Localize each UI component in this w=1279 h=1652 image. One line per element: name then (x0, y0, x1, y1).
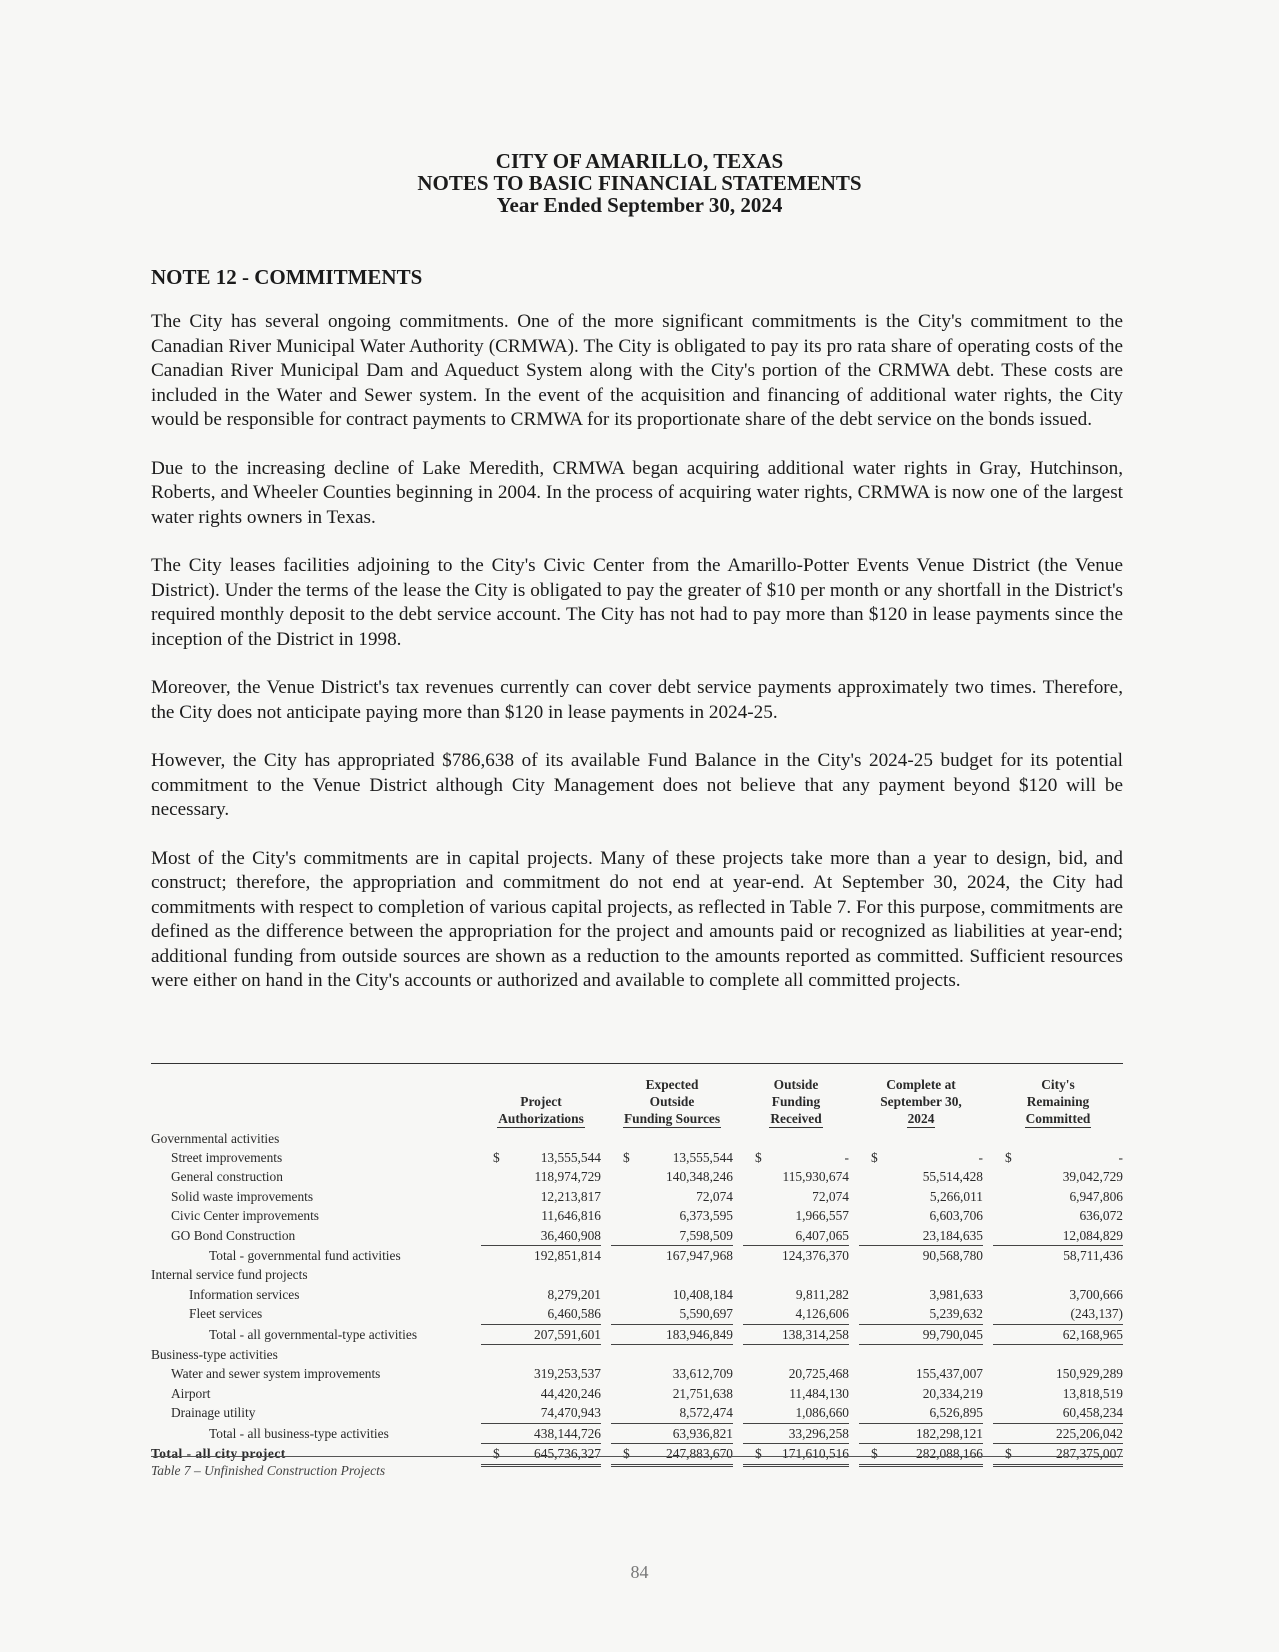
amount: 6,603,706 (929, 1208, 983, 1224)
cell-value (859, 1226, 983, 1246)
amount: 13,555,544 (672, 1150, 733, 1166)
amount: 74,470,943 (540, 1405, 601, 1421)
cell-value (481, 1444, 601, 1465)
paragraph: Due to the increasing decline of Lake Meredith, CRMWA began acquiring additional water rights in Gray, Hutchinson, Roberts, and Wheeler Counties beginning in 2004. In the process of acquiring water rights, CRMWA is now one of the largest water rights owners in Texas. (151, 457, 1123, 528)
cell-value (743, 1187, 849, 1206)
cell-value (993, 1226, 1123, 1246)
table-row (151, 1168, 1123, 1187)
amount: 5,266,011 (929, 1188, 983, 1204)
amount: 150,929,289 (1056, 1366, 1123, 1382)
amount: 90,568,780 (922, 1248, 983, 1264)
amount: 6,460,586 (547, 1306, 601, 1322)
currency-symbol: $ (1005, 1150, 1012, 1166)
paragraph: The City has several ongoing commitments. One of the more significant commitments is the City's commitment to the Canadian River Municipal Water Authority (CRMWA). The City is obligated to pay its pro rata share of operating costs of the Canadian River Municipal Dam and Aqueduct System along with the City's portion of the CRMWA debt. These costs are included in the Water and Sewer system. In the event of the acquisition and financing of additional water rights, the City would be responsible for contract payments to CRMWA for its proportionate share of the debt service on the bonds issued. (151, 311, 1123, 430)
header-city: CITY OF AMARILLO, TEXAS (495, 149, 784, 173)
section-label: Business-type activities (151, 1346, 278, 1362)
paragraph: The City leases facilities adjoining to the City's Civic Center from the Amarillo-Potter Events Venue District (the Venue District). Under the terms of the lease the City is obligated to pay the greater of $10 per month or any shortfall in the District's required monthly deposit to the debt service account. The City has not had to pay more than $120 in lease payments since the inception of the District in 1998. (151, 555, 1123, 650)
amount: 20,725,468 (788, 1366, 849, 1382)
page-number: 84 (630, 1562, 649, 1582)
amount: 21,751,638 (672, 1385, 733, 1401)
amount: 99,790,045 (922, 1326, 983, 1342)
cell-value (611, 1187, 733, 1206)
cell-value (481, 1246, 601, 1266)
row-label: Total - all business-type activities (209, 1425, 389, 1441)
amount: 140,348,246 (666, 1169, 733, 1185)
currency-symbol: $ (623, 1150, 630, 1166)
amount: 20,334,219 (922, 1385, 983, 1401)
amount: 62,168,965 (1062, 1326, 1123, 1342)
table-row (151, 1148, 1123, 1167)
amount: 7,598,509 (679, 1227, 733, 1243)
cell-value (993, 1187, 1123, 1206)
amount: 13,555,544 (540, 1150, 601, 1166)
cell-value (743, 1285, 849, 1304)
table-row (151, 1226, 1123, 1246)
cell-value (611, 1207, 733, 1226)
cell-value (859, 1384, 983, 1403)
amount: 11,484,130 (789, 1385, 849, 1401)
note-title: NOTE 12 - COMMITMENTS (151, 265, 423, 289)
cell-value (611, 1365, 733, 1384)
amount: - (844, 1150, 849, 1166)
paragraph: However, the City has appropriated $786,638 of its available Fund Balance in the City's 2024-25 budget for its potential commitment to the Venue District although City Management does not believe that any payment beyond $120 will be necessary. (151, 750, 1123, 820)
cell-value (611, 1226, 733, 1246)
cell-value (993, 1207, 1123, 1226)
table-row (151, 1384, 1123, 1403)
cell-value (611, 1148, 733, 1167)
cell-value (743, 1384, 849, 1403)
currency-symbol: $ (1005, 1445, 1012, 1461)
row-label: Drainage utility (171, 1405, 256, 1421)
cell-value (611, 1444, 733, 1465)
cell-value (859, 1365, 983, 1384)
capital-projects-table (151, 1064, 1123, 1467)
cell-value (481, 1403, 601, 1423)
amount: 44,420,246 (540, 1385, 601, 1401)
col-header-expected-outside-funding: Expected Outside Funding Sources (623, 1077, 721, 1126)
cell-value (993, 1168, 1123, 1187)
table-body (151, 1129, 1123, 1465)
col-header-city-remaining-committed: City's Remaining Committed (1025, 1077, 1091, 1126)
section-label: Governmental activities (151, 1130, 280, 1146)
cell-value (859, 1324, 983, 1344)
cell-value (611, 1246, 733, 1266)
table-caption: Table 7 – Unfinished Construction Projects (151, 1463, 386, 1478)
cell-value (993, 1384, 1123, 1403)
row-label: Airport (171, 1385, 211, 1401)
amount: 182,298,121 (916, 1425, 983, 1441)
amount: 33,612,709 (672, 1366, 733, 1382)
document-header (0, 150, 1279, 216)
amount: 12,084,829 (1062, 1227, 1123, 1243)
table-row (151, 1365, 1123, 1384)
cell-value (859, 1168, 983, 1187)
cell-value (743, 1365, 849, 1384)
amount: 72,074 (812, 1188, 849, 1204)
cell-value (993, 1246, 1123, 1266)
cell-value (743, 1403, 849, 1423)
amount: 247,883,670 (666, 1445, 733, 1461)
amount: 171,610,516 (782, 1445, 849, 1461)
section-governmental (151, 1129, 1123, 1148)
cell-value (859, 1444, 983, 1465)
cell-value (993, 1148, 1123, 1167)
amount: 636,072 (1079, 1208, 1123, 1224)
cell-value (859, 1403, 983, 1423)
row-label: Water and sewer system improvements (171, 1366, 381, 1382)
paragraph: Moreover, the Venue District's tax revenues currently can cover debt service payments approximately two times. Therefore, the City does not anticipate paying more than $120 in lease payments in 2024-25. (151, 677, 1123, 723)
total-row-governmental-type (151, 1324, 1123, 1344)
amount: 8,279,201 (547, 1286, 601, 1302)
row-label: Civic Center improvements (171, 1208, 320, 1224)
cell-value (859, 1148, 983, 1167)
cell-value (993, 1285, 1123, 1304)
paragraph: Most of the City's commitments are in capital projects. Many of these projects take more than a year to design, bid, and construct; therefore, the appropriation and commitment do not end at year-end. At September 30, 2024, the City had commitments with respect to completion of various capital projects, as reflected in Table 7. For this purpose, commitments are defined as the difference between the appropriation for the project and amounts paid or recognized as liabilities at year-end; additional funding from outside sources are shown as a reduction to the amounts reported as committed. Sufficient resources were either on hand in the City's accounts or authorized and available to complete all committed projects. (151, 847, 1123, 991)
cell-value (743, 1444, 849, 1465)
cell-value (481, 1365, 601, 1384)
cell-value (481, 1285, 601, 1304)
note-body (151, 310, 1123, 1018)
section-business-type (151, 1345, 1123, 1365)
amount: 1,086,660 (795, 1405, 849, 1421)
table-row (151, 1305, 1123, 1325)
cell-value (481, 1305, 601, 1325)
cell-value (859, 1207, 983, 1226)
commitments-table (151, 1063, 1123, 1467)
cell-value (993, 1423, 1123, 1443)
cell-value (993, 1365, 1123, 1384)
amount: 118,974,729 (534, 1169, 601, 1185)
amount: 155,437,007 (916, 1366, 983, 1382)
amount: 115,930,674 (782, 1169, 849, 1185)
amount: 72,074 (696, 1188, 733, 1204)
amount: 5,239,632 (929, 1306, 983, 1322)
row-label: Total - all city project (151, 1446, 286, 1462)
amount: 1,966,557 (795, 1208, 849, 1224)
row-label: Street improvements (171, 1150, 283, 1166)
section-internal-service (151, 1266, 1123, 1285)
amount: 6,526,895 (929, 1405, 983, 1421)
amount: 207,591,601 (534, 1326, 601, 1342)
cell-value (481, 1384, 601, 1403)
amount: 282,088,166 (916, 1445, 983, 1461)
cell-value (611, 1305, 733, 1325)
grand-total-row (151, 1444, 1123, 1465)
row-label: General construction (171, 1169, 283, 1185)
cell-value (859, 1187, 983, 1206)
amount: 6,407,065 (795, 1227, 849, 1243)
cell-value (481, 1168, 601, 1187)
amount: 11,646,816 (541, 1208, 601, 1224)
cell-value (611, 1168, 733, 1187)
col-header-outside-funding-received: Outside Funding Received (770, 1077, 822, 1126)
cell-value (993, 1305, 1123, 1325)
table-bottom-rule (151, 1456, 1123, 1457)
amount: 3,981,633 (929, 1286, 983, 1302)
table-row (151, 1403, 1123, 1423)
amount: 23,184,635 (922, 1227, 983, 1243)
amount: 124,376,370 (782, 1248, 849, 1264)
table-row (151, 1187, 1123, 1206)
currency-symbol: $ (755, 1150, 762, 1166)
cell-value (481, 1423, 601, 1443)
cell-value (481, 1148, 601, 1167)
amount: 438,144,726 (534, 1425, 601, 1441)
amount: 63,936,821 (672, 1425, 733, 1441)
amount: 12,213,817 (540, 1188, 601, 1204)
cell-value (611, 1384, 733, 1403)
amount: 39,042,729 (1062, 1169, 1123, 1185)
cell-value (743, 1246, 849, 1266)
cell-value (481, 1226, 601, 1246)
cell-value (993, 1403, 1123, 1423)
total-row-governmental-fund (151, 1246, 1123, 1266)
amount: 319,253,537 (534, 1366, 601, 1382)
currency-symbol: $ (493, 1445, 500, 1461)
cell-value (859, 1423, 983, 1443)
amount: 8,572,474 (679, 1405, 733, 1421)
row-label: Information services (189, 1286, 300, 1302)
section-label: Internal service fund projects (151, 1267, 308, 1283)
amount: 5,590,697 (679, 1306, 733, 1322)
currency-symbol: $ (871, 1150, 878, 1166)
cell-value (993, 1444, 1123, 1465)
cell-value (859, 1285, 983, 1304)
row-label: Total - governmental fund activities (209, 1247, 401, 1263)
amount: (243,137) (1070, 1306, 1123, 1322)
amount: 10,408,184 (672, 1286, 733, 1302)
cell-value (611, 1285, 733, 1304)
row-label: Total - all governmental-type activities (209, 1326, 418, 1342)
cell-value (743, 1207, 849, 1226)
amount: 192,851,814 (534, 1248, 601, 1264)
table-row (151, 1207, 1123, 1226)
col-header-complete-at: Complete at September 30, 2024 (880, 1077, 962, 1126)
row-label: GO Bond Construction (171, 1227, 296, 1243)
cell-value (611, 1324, 733, 1344)
cell-value (859, 1246, 983, 1266)
amount: 4,126,606 (795, 1306, 849, 1322)
amount: 138,314,258 (782, 1326, 849, 1342)
cell-value (859, 1305, 983, 1325)
cell-value (743, 1148, 849, 1167)
cell-value (611, 1423, 733, 1443)
amount: 287,375,007 (1056, 1445, 1123, 1461)
currency-symbol: $ (755, 1445, 762, 1461)
currency-symbol: $ (871, 1445, 878, 1461)
amount: 55,514,428 (922, 1169, 983, 1185)
amount: 645,736,327 (534, 1445, 601, 1461)
cell-value (743, 1423, 849, 1443)
amount: 33,296,258 (788, 1425, 849, 1441)
cell-value (481, 1324, 601, 1344)
amount: - (978, 1150, 983, 1166)
cell-value (611, 1403, 733, 1423)
header-title: NOTES TO BASIC FINANCIAL STATEMENTS (417, 171, 862, 195)
cell-value (481, 1187, 601, 1206)
amount: 225,206,042 (1056, 1425, 1123, 1441)
cell-value (481, 1207, 601, 1226)
row-label: Fleet services (189, 1306, 263, 1322)
amount: 6,947,806 (1069, 1188, 1123, 1204)
table-header-row (151, 1064, 1123, 1129)
header-period: Year Ended September 30, 2024 (496, 193, 783, 217)
currency-symbol: $ (623, 1445, 630, 1461)
total-row-business-type (151, 1423, 1123, 1443)
amount: 13,818,519 (1062, 1385, 1123, 1401)
cell-value (743, 1168, 849, 1187)
amount: 183,946,849 (666, 1326, 733, 1342)
cell-value (993, 1324, 1123, 1344)
amount: 9,811,282 (795, 1286, 849, 1302)
amount: 167,947,968 (666, 1248, 733, 1264)
col-header-project-authorizations: Project Authorizations (498, 1094, 584, 1126)
cell-value (743, 1324, 849, 1344)
row-label: Solid waste improvements (171, 1188, 314, 1204)
amount: 6,373,595 (679, 1208, 733, 1224)
amount: 3,700,666 (1069, 1286, 1123, 1302)
amount: 60,458,234 (1062, 1405, 1123, 1421)
amount: 58,711,436 (1063, 1248, 1123, 1264)
amount: 36,460,908 (540, 1227, 601, 1243)
currency-symbol: $ (493, 1150, 500, 1166)
cell-value (743, 1305, 849, 1325)
table-row (151, 1285, 1123, 1304)
amount: - (1118, 1150, 1123, 1166)
cell-value (743, 1226, 849, 1246)
